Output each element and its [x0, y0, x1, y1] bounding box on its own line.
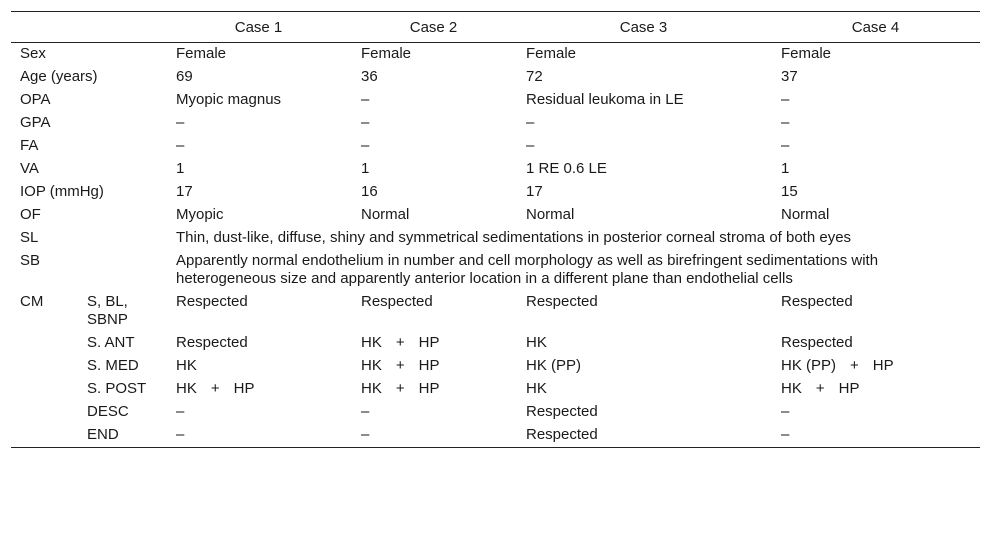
- cell-case-1: Myopic magnus: [176, 91, 282, 108]
- cell-case-2: –: [361, 114, 370, 131]
- cell-value: –: [176, 426, 185, 443]
- row-label: VA: [20, 160, 39, 177]
- row-label: FA: [20, 137, 39, 154]
- row-label: Age (years): [20, 68, 98, 85]
- row-sl: [11, 227, 980, 250]
- cell-case-1: 17: [176, 183, 193, 200]
- cell-case-2: Normal: [361, 206, 410, 223]
- cell-value: HK: [176, 380, 197, 397]
- cell-case-1: [166, 332, 351, 355]
- cell-all-cases: Apparently normal endothelium in number and cell morphology as well as birefringent sedimentations with heterogeneous size and apparently anterior location in a different plane than endothelial cells: [176, 252, 879, 287]
- cell-value: Respected: [526, 426, 598, 443]
- header-row: [11, 12, 980, 43]
- cell-value: HP: [418, 380, 440, 397]
- cell-case-1: Female: [176, 45, 227, 62]
- row-opa: [11, 89, 980, 112]
- cell-value: HP: [418, 334, 440, 351]
- cell-case-1: [166, 355, 351, 378]
- cell-case-3: [516, 291, 771, 332]
- cell-case-4: 15: [781, 183, 798, 200]
- cell-value: Respected: [526, 403, 598, 420]
- cell-case-2: Female: [361, 45, 412, 62]
- cell-case-3: –: [526, 137, 535, 154]
- cell-value: HP: [233, 380, 255, 397]
- cm-row: [11, 401, 980, 424]
- cell-value: Respected: [361, 293, 433, 310]
- cell-value: –: [361, 403, 370, 420]
- cell-value: HP: [872, 357, 894, 374]
- cell-case-4: –: [781, 114, 790, 131]
- cell-case-4: [771, 424, 980, 448]
- cm-layer-label: END: [76, 424, 166, 448]
- cell-case-2: –: [361, 137, 370, 154]
- cm-layer-label: DESC: [87, 403, 129, 420]
- row-label: [11, 378, 76, 401]
- cm-layer-label: S, BL, SBNP: [87, 293, 128, 328]
- cell-case-4: 37: [781, 68, 798, 85]
- case-comparison-table: [11, 11, 980, 448]
- row-iop: [11, 181, 980, 204]
- row-label: CM: [20, 293, 44, 310]
- cell-case-4: [771, 332, 980, 355]
- cm-layer-label: S. MED: [87, 357, 139, 374]
- cell-case-3: 72: [526, 68, 543, 85]
- cell-case-1: –: [176, 137, 185, 154]
- row-sex: [11, 43, 980, 67]
- cm-layer-label: S. POST: [87, 380, 147, 397]
- plus-sign: +: [395, 357, 405, 374]
- cell-case-1: [166, 401, 351, 424]
- header-case-1: Case 1: [166, 12, 351, 43]
- cm-row: [11, 424, 980, 448]
- plus-sign: +: [395, 380, 405, 397]
- cell-case-4: Female: [781, 45, 832, 62]
- row-label: [11, 355, 76, 378]
- cell-case-2: –: [361, 91, 370, 108]
- cell-value: –: [361, 426, 370, 443]
- cell-case-2: [351, 291, 516, 332]
- cell-value: HK (PP): [526, 357, 582, 374]
- cell-case-3: [516, 424, 771, 448]
- cell-case-4: [771, 355, 980, 378]
- cell-case-2: [351, 424, 516, 448]
- cell-value: –: [781, 403, 790, 420]
- cell-value: HK: [361, 357, 382, 374]
- row-label: SB: [20, 252, 41, 269]
- cell-value: –: [781, 426, 790, 443]
- cell-case-1: 69: [176, 68, 193, 85]
- cell-all-cases: Thin, dust-like, diffuse, shiny and symmetrical sedimentations in posterior corneal stroma of both eyes: [176, 229, 852, 246]
- cm-row: [11, 291, 980, 332]
- cell-value: HK: [526, 334, 547, 351]
- cell-value: HK: [526, 380, 547, 397]
- cell-case-1: [166, 378, 351, 401]
- cell-case-4: 1: [781, 160, 790, 177]
- cell-case-4: Normal: [781, 206, 830, 223]
- cell-case-1: [166, 424, 351, 448]
- cell-case-3: –: [526, 114, 535, 131]
- row-label: Sex: [20, 45, 46, 62]
- cell-value: HK: [361, 380, 382, 397]
- cell-case-4: –: [781, 91, 790, 108]
- cell-case-1: [166, 291, 351, 332]
- cell-case-3: Female: [526, 45, 577, 62]
- cm-layer-label: S. ANT: [87, 334, 135, 351]
- cell-value: Respected: [176, 293, 248, 310]
- header-empty-cell: [11, 12, 166, 43]
- cell-case-3: [516, 355, 771, 378]
- cell-value: HP: [838, 380, 860, 397]
- cell-value: –: [176, 403, 185, 420]
- cell-case-2: 36: [361, 68, 378, 85]
- row-label: SL: [20, 229, 39, 246]
- cell-case-4: –: [781, 137, 790, 154]
- plus-sign: +: [395, 334, 405, 351]
- row-label: [11, 424, 76, 448]
- cell-case-2: [351, 378, 516, 401]
- cell-case-4: [771, 378, 980, 401]
- cell-case-1: –: [176, 114, 185, 131]
- row-fa: [11, 135, 980, 158]
- row-label: OF: [20, 206, 41, 223]
- cm-section: [11, 291, 980, 448]
- row-sb: [11, 250, 980, 291]
- cell-case-3: Normal: [526, 206, 575, 223]
- cm-row: [11, 355, 980, 378]
- row-gpa: [11, 112, 980, 135]
- cm-row: [11, 332, 980, 355]
- cell-case-1: 1: [176, 160, 185, 177]
- cell-case-2: 16: [361, 183, 378, 200]
- cell-value: Respected: [781, 334, 853, 351]
- cell-case-3: 1 RE 0.6 LE: [526, 160, 607, 177]
- row-label: [11, 332, 76, 355]
- cell-case-2: 1: [361, 160, 370, 177]
- cell-value: HK: [781, 380, 802, 397]
- header-case-2: Case 2: [351, 12, 516, 43]
- row-label: [11, 401, 76, 424]
- row-label: OPA: [20, 91, 51, 108]
- cell-value: HK (PP): [781, 357, 837, 374]
- cm-row: [11, 378, 980, 401]
- cell-case-3: [516, 401, 771, 424]
- row-of: [11, 204, 980, 227]
- row-age: [11, 66, 980, 89]
- header-case-3: Case 3: [516, 12, 771, 43]
- plus-sign: +: [210, 380, 220, 397]
- cell-case-2: [351, 355, 516, 378]
- row-label: IOP (mmHg): [20, 183, 104, 200]
- row-va: [11, 158, 980, 181]
- cell-case-4: [771, 291, 980, 332]
- cell-value: Respected: [526, 293, 598, 310]
- cell-case-3: Residual leukoma in LE: [526, 91, 684, 108]
- plus-sign: +: [850, 357, 859, 374]
- cell-case-3: [516, 378, 771, 401]
- cell-value: HP: [418, 357, 440, 374]
- cell-value: HK: [176, 357, 197, 374]
- cell-case-3: [516, 332, 771, 355]
- cell-value: Respected: [176, 334, 248, 351]
- cell-case-2: [351, 332, 516, 355]
- cell-case-4: [771, 401, 980, 424]
- header-case-4: Case 4: [771, 12, 980, 43]
- cell-value: HK: [361, 334, 382, 351]
- cell-case-1: Myopic: [176, 206, 224, 223]
- plus-sign: +: [815, 380, 825, 397]
- cell-case-2: [351, 401, 516, 424]
- cell-case-3: 17: [526, 183, 543, 200]
- cell-value: Respected: [781, 293, 853, 310]
- row-label: GPA: [20, 114, 51, 131]
